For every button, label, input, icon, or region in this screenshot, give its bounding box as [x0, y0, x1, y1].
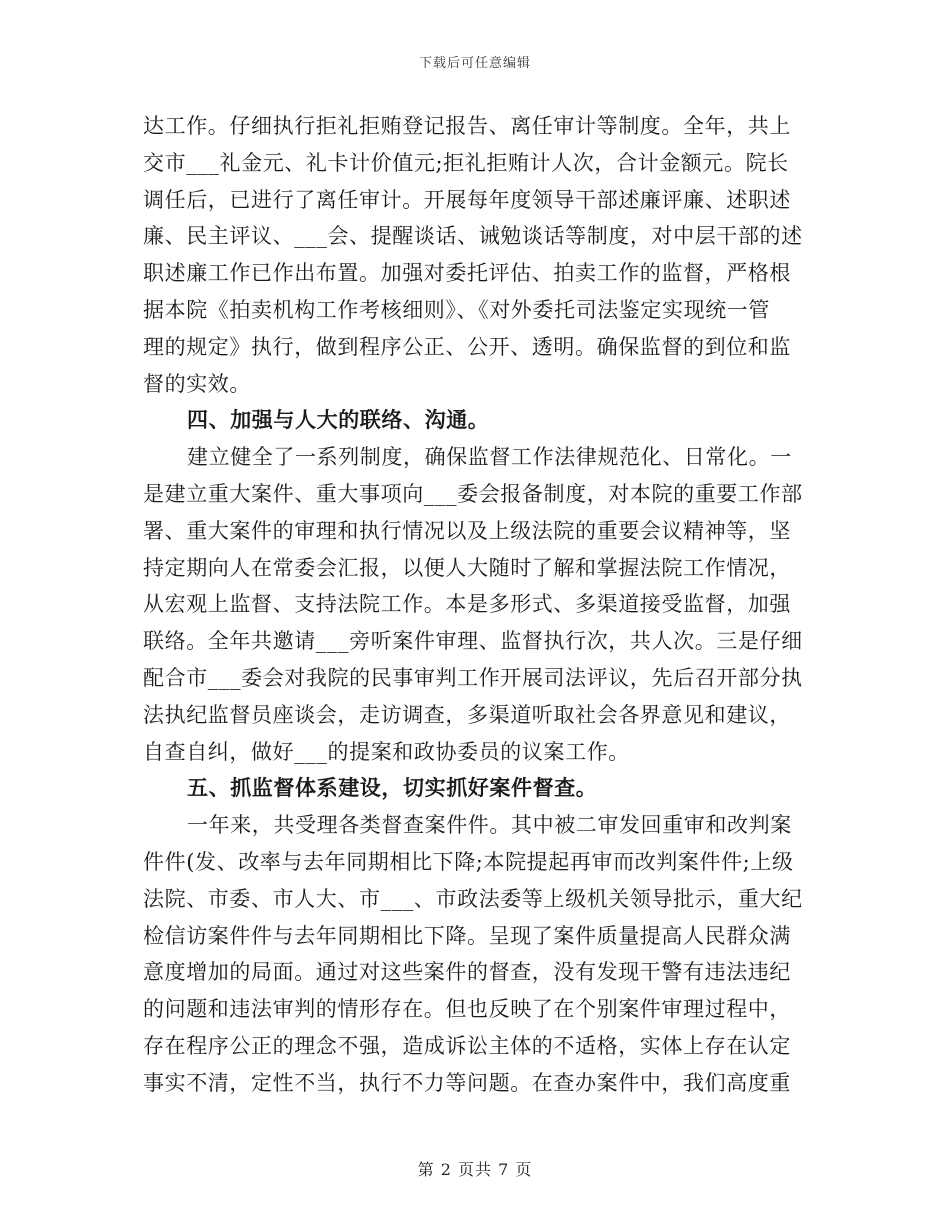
paragraph-line: 意度增加的局面。通过对这些案件的督查，没有发现干警有违法违纪: [143, 960, 791, 985]
paragraph-line: 事实不清，定性不当，执行不力等问题。在查办案件中，我们高度重: [143, 1070, 791, 1095]
section-heading: 五、抓监督体系建设，切实抓好案件督查。: [187, 775, 598, 801]
paragraph-line: 法院、市委、市人大、市___、市政法委等上级机关领导批示，重大纪: [143, 886, 803, 911]
paragraph-line: 一年来，共受理各类督查案件件。其中被二审发回重审和改判案: [187, 813, 792, 838]
paragraph-line: 交市___礼金元、礼卡计价值元;拒礼拒贿计人次，合计金额元。院长: [143, 150, 789, 175]
paragraph-line: 存在程序公正的理念不强，造成诉讼主体的不适格，实体上存在认定: [143, 1033, 791, 1058]
paragraph-line: 署、重大案件的审理和执行情况以及上级法院的重要会议精神等，坚: [143, 518, 791, 543]
paragraph-line: 从宏观上监督、支持法院工作。本是多形式、多渠道接受监督，加强: [143, 592, 791, 617]
paragraph-line: 廉、民主评议、___会、提醒谈话、诫勉谈话等制度，对中层干部的述: [143, 224, 803, 249]
paragraph-line: 是建立重大案件、重大事项向___委会报备制度，对本院的重要工作部: [143, 481, 803, 506]
paragraph-line: 持定期向人在常委会汇报，以便人大随时了解和掌握法院工作情况，: [143, 555, 791, 580]
paragraph-line: 调任后，已进行了离任审计。开展每年度领导干部述廉评廉、述职述: [143, 187, 791, 212]
page-header: 下载后可任意编辑: [418, 56, 531, 71]
paragraph-line: 督的实效。: [143, 371, 251, 396]
paragraph-line: 件件(发、改率与去年同期相比下降;本院提起再审而改判案件件;上级: [143, 849, 794, 874]
section-heading: 四、加强与人大的联络、沟通。: [187, 407, 490, 433]
paragraph-line: 建立健全了一系列制度，确保监督工作法律规范化、日常化。一: [187, 445, 792, 470]
page-footer: 第 2 页共 7 页: [417, 1160, 533, 1179]
paragraph-line: 的问题和违法审判的情形存在。但也反映了在个别案件审理过程中，: [143, 997, 791, 1022]
paragraph-line: 联络。全年共邀请___旁听案件审理、监督执行次，共人次。三是仔细: [143, 629, 803, 654]
paragraph-line: 法执纪监督员座谈会，走访调查，多渠道听取社会各界意见和建议，: [143, 702, 791, 727]
paragraph-line: 职述廉工作已作出布置。加强对委托评估、拍卖工作的监督，严格根: [143, 261, 791, 286]
paragraph-line: 检信访案件件与去年同期相比下降。呈现了案件质量提高人民群众满: [143, 923, 791, 948]
paragraph-line: 据本院《拍卖机构工作考核细则》、《对外委托司法鉴定实现统一管: [143, 297, 770, 322]
document-body: [143, 108, 803, 1102]
paragraph-line: 配合市___委会对我院的民事审判工作开展司法评议，先后召开部分执: [143, 665, 803, 690]
paragraph-line: 达工作。仔细执行拒礼拒贿登记报告、离任审计等制度。全年，共上: [143, 114, 791, 138]
paragraph-line: 理的规定》执行，做到程序公正、公开、透明。确保监督的到位和监: [143, 334, 791, 359]
paragraph-line: 自查自纠，做好___的提案和政协委员的议案工作。: [143, 739, 630, 764]
